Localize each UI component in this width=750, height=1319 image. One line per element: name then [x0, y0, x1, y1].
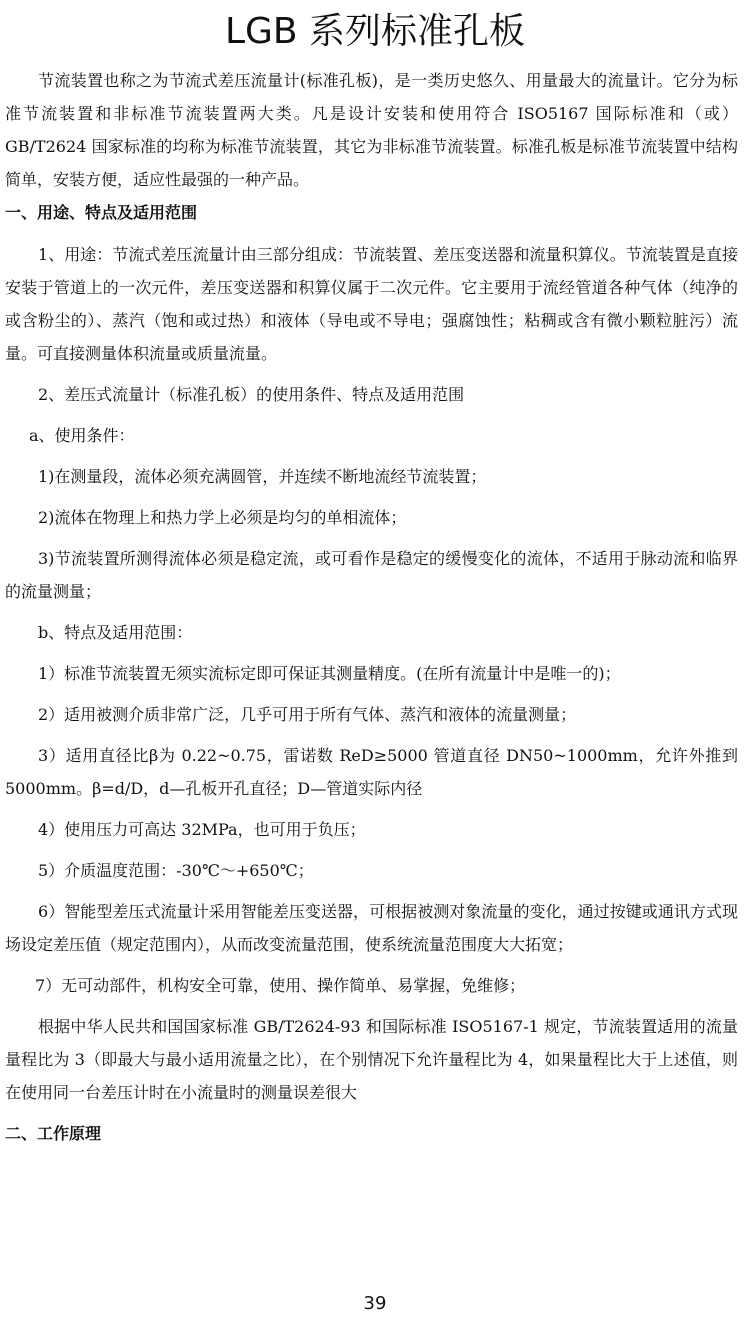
standards-paragraph: 根据中华人民共和国国家标准 GB/T2624-93 和国际标准 ISO5167-1 规定，节流装置适用的流量量程比为 3（即最大与最小适用流量之比），在个别情况下允许量程比为 4，如果量程比大于上述值，则在使用同一台差压计时在小流量时的测量误差很大 — [5, 1017, 738, 1102]
section-heading-principle: 二、工作原理 — [5, 1124, 102, 1143]
feature-item: 4）使用压力可高达 32MPa，也可用于负压； — [38, 820, 366, 839]
feature-item: 1）标准节流装置无须实流标定即可保证其测量精度。(在所有流量计中是唯一的)； — [38, 664, 621, 683]
feature-item: 6）智能型差压式流量计采用智能差压变送器，可根据被测对象流量的变化，通过按键或通讯方式现场设定差压值（规定范围内），从而改变流量范围，使系统流量范围度大大拓宽； — [5, 902, 738, 954]
conditions-label: a、使用条件： — [29, 426, 135, 445]
condition-item: 1)在测量段，流体必须充满圆管，并连续不断地流经节流装置； — [38, 467, 487, 486]
feature-item: 2）适用被测介质非常广泛，几乎可用于所有气体、蒸汽和液体的流量测量； — [38, 705, 577, 724]
conditions-heading: 2、差压式流量计（标准孔板）的使用条件、特点及适用范围 — [38, 385, 465, 404]
feature-item: 5）介质温度范围：-30℃～+650℃； — [38, 861, 314, 880]
section-heading-usage: 一、用途、特点及适用范围 — [5, 203, 198, 222]
document-title: LGB 系列标准孔板 — [224, 11, 526, 52]
condition-item: 2)流体在物理上和热力学上必须是均匀的单相流体； — [38, 508, 407, 527]
condition-item: 3)节流装置所测得流体必须是稳定流，或可看作是稳定的缓慢变化的流体，不适用于脉动流和临界的流量测量； — [5, 549, 738, 601]
document-body — [5, 64, 738, 1151]
page-number: 39 — [363, 1293, 387, 1314]
feature-item: 7）无可动部件，机构安全可靠，使用、操作简单、易掌握，免维修； — [35, 976, 526, 995]
intro-paragraph: 节流装置也称之为节流式差压流量计(标准孔板)，是一类历史悠久、用量最大的流量计。它分为标准节流装置和非标准节流装置两大类。凡是设计安装和使用符合 ISO5167 国际标准和（或）GB/T2624 国家标准的均称为标准节流装置，其它为非标准节流装置。标准孔板是标准节流装置中结构简单，安装方便，适应性最强的一种产品。 — [5, 71, 738, 189]
features-label: b、特点及适用范围： — [38, 623, 193, 642]
feature-item: 3）适用直径比β为 0.22~0.75，雷诺数 ReD≥5000 管道直径 DN50~1000mm，允许外推到 5000mm。β=d/D，d—孔板开孔直径；D—管道实际内径 — [5, 746, 738, 798]
usage-paragraph: 1、用途：节流式差压流量计由三部分组成：节流装置、差压变送器和流量积算仪。节流装置是直接安装于管道上的一次元件，差压变送器和积算仪属于二次元件。它主要用于流经管道各种气体（纯净的或含粉尘的）、蒸汽（饱和或过热）和液体（导电或不导电；强腐蚀性；粘稠或含有微小颗粒脏污）流量。可直接测量体积流量或质量流量。 — [5, 245, 738, 363]
